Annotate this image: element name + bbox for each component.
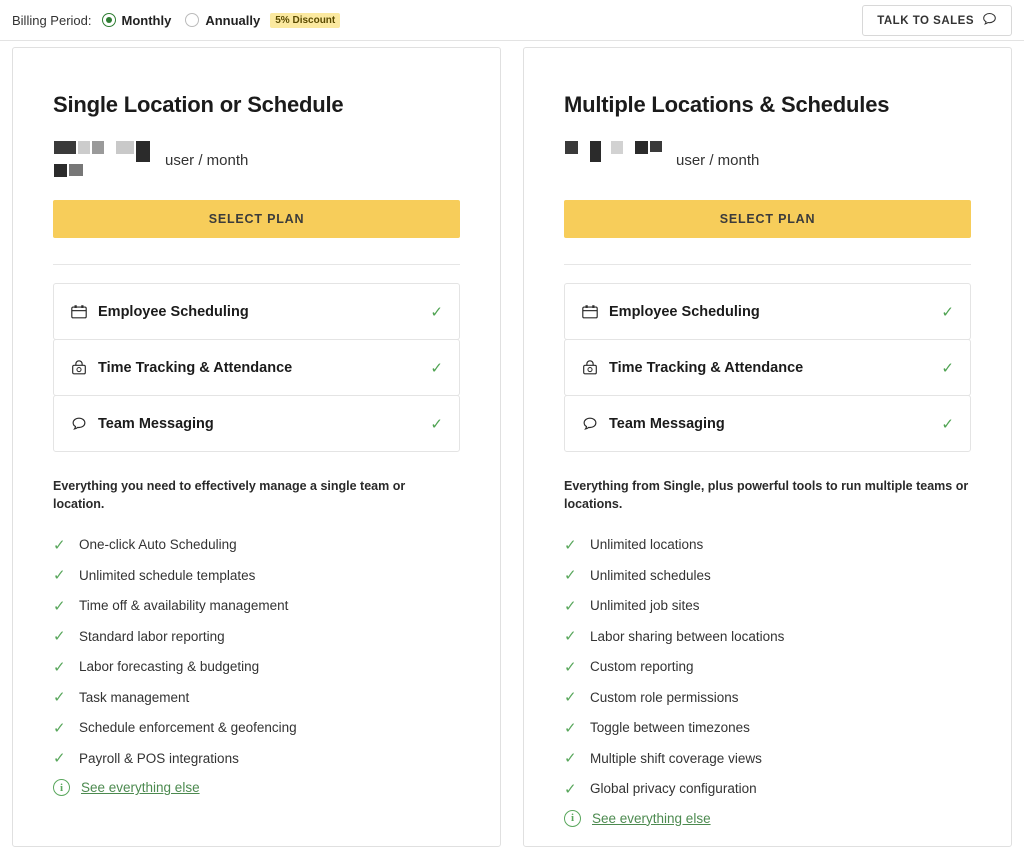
- billing-option-monthly-label: Monthly: [121, 12, 172, 28]
- see-everything-else-single[interactable]: [53, 779, 460, 796]
- check-icon: ✓: [564, 719, 577, 737]
- list-item: [564, 651, 971, 682]
- list-item: [53, 743, 460, 774]
- check-icon: ✓: [430, 415, 443, 433]
- bullet-label: One-click Auto Scheduling: [79, 537, 237, 552]
- discount-badge: 5% Discount: [270, 13, 340, 28]
- billing-option-monthly[interactable]: [102, 13, 172, 28]
- info-icon: i: [53, 779, 70, 796]
- bullet-label: Unlimited schedules: [590, 567, 711, 583]
- list-item: [53, 560, 460, 591]
- check-icon: ✓: [53, 689, 66, 706]
- select-plan-button-single[interactable]: SELECT PLAN: [53, 200, 460, 238]
- check-icon: ✓: [564, 689, 577, 706]
- list-item: [564, 773, 971, 804]
- feature-label: Employee Scheduling: [609, 303, 760, 320]
- list-item: [53, 682, 460, 713]
- bullet-label: Custom reporting: [590, 659, 694, 674]
- time-clock-icon: [581, 359, 609, 377]
- see-everything-else-link[interactable]: See everything else: [81, 780, 200, 796]
- plan-blurb-multiple: Everything from Single, plus powerful tools to run multiple teams or locations.: [564, 479, 969, 512]
- check-icon: ✓: [564, 750, 577, 767]
- feature-label: Time Tracking & Attendance: [609, 359, 804, 376]
- bullet-label: Toggle between timezones: [590, 720, 750, 735]
- select-plan-button-multiple[interactable]: SELECT PLAN: [564, 200, 971, 238]
- bullet-label: Unlimited job sites: [590, 598, 700, 613]
- check-icon: ✓: [941, 303, 954, 321]
- check-icon: ✓: [564, 536, 577, 554]
- bullet-label: Unlimited locations: [590, 537, 704, 552]
- billing-period-label: Billing Period:: [12, 12, 92, 28]
- info-icon: i: [564, 810, 581, 827]
- price-unit-multiple: user / month: [676, 152, 760, 169]
- price-masked-blocks: [564, 140, 676, 163]
- radio-monthly-icon[interactable]: [102, 13, 116, 27]
- check-icon: ✓: [430, 303, 443, 321]
- check-icon: ✓: [53, 567, 66, 584]
- list-item: [564, 712, 971, 743]
- plan-title-single: Single Location or Schedule: [53, 92, 344, 117]
- check-icon: ✓: [564, 658, 577, 676]
- bullet-label: Schedule enforcement & geofencing: [79, 720, 297, 735]
- list-item: [564, 590, 971, 621]
- bullet-label: Custom role permissions: [590, 689, 739, 705]
- check-icon: ✓: [430, 359, 443, 377]
- plan-price-multiple: [564, 140, 971, 186]
- talk-to-sales-button[interactable]: [862, 5, 1012, 36]
- billing-option-annually[interactable]: [185, 13, 340, 28]
- feature-employee-scheduling[interactable]: [53, 283, 460, 340]
- check-icon: ✓: [564, 780, 577, 798]
- bullet-label: Task management: [79, 689, 190, 705]
- plan-bullets-multiple: [564, 529, 971, 804]
- list-item: [53, 529, 460, 560]
- list-item: [564, 621, 971, 652]
- bullet-label: Standard labor reporting: [79, 628, 225, 644]
- plan-title-multiple: Multiple Locations & Schedules: [564, 92, 890, 117]
- plan-blurb-single: Everything you need to effectively manage a single team or location.: [53, 479, 406, 512]
- plan-card-single: [12, 47, 501, 847]
- list-item: [53, 712, 460, 743]
- bullet-label: Labor sharing between locations: [590, 628, 785, 644]
- billing-option-annually-label: Annually: [205, 12, 261, 28]
- feature-time-tracking[interactable]: [53, 339, 460, 396]
- card-divider: [564, 264, 971, 265]
- check-icon: ✓: [53, 536, 66, 554]
- plan-bullets-single: [53, 529, 460, 773]
- check-icon: ✓: [564, 597, 577, 615]
- calendar-icon: [581, 303, 609, 321]
- billing-period-bar: [0, 0, 1024, 41]
- chat-icon: [581, 415, 609, 433]
- bullet-label: Unlimited schedule templates: [79, 567, 256, 583]
- plan-price-single: [53, 140, 460, 186]
- list-item: [564, 743, 971, 774]
- calendar-icon: [70, 303, 98, 321]
- bullet-label: Payroll & POS integrations: [79, 750, 239, 766]
- billing-period-options: [102, 13, 341, 28]
- pricing-cards: [0, 41, 1024, 847]
- feature-team-messaging[interactable]: [564, 395, 971, 452]
- check-icon: ✓: [564, 628, 577, 645]
- plan-card-multiple: [523, 47, 1012, 847]
- check-icon: ✓: [53, 658, 66, 676]
- bullet-label: Labor forecasting & budgeting: [79, 659, 260, 674]
- bullet-label: Time off & availability management: [79, 598, 289, 613]
- see-everything-else-link[interactable]: See everything else: [592, 810, 711, 826]
- feature-team-messaging[interactable]: [53, 395, 460, 452]
- list-item: [53, 651, 460, 682]
- bullet-label: Global privacy configuration: [590, 781, 757, 796]
- check-icon: ✓: [564, 567, 577, 584]
- list-item: [564, 560, 971, 591]
- check-icon: ✓: [53, 750, 66, 767]
- chat-icon: [70, 415, 98, 433]
- chat-bubble-icon: [982, 12, 997, 30]
- list-item: [53, 621, 460, 652]
- time-clock-icon: [70, 359, 98, 377]
- see-everything-else-multiple[interactable]: [564, 810, 971, 827]
- check-icon: ✓: [53, 597, 66, 615]
- card-divider: [53, 264, 460, 265]
- feature-employee-scheduling[interactable]: [564, 283, 971, 340]
- check-icon: ✓: [941, 415, 954, 433]
- check-icon: ✓: [53, 628, 66, 645]
- price-masked-blocks: [53, 140, 165, 178]
- price-unit-single: user / month: [165, 152, 249, 169]
- feature-time-tracking[interactable]: [564, 339, 971, 396]
- list-item: [564, 529, 971, 560]
- feature-label: Team Messaging: [98, 415, 214, 432]
- radio-annually-icon[interactable]: [185, 13, 199, 27]
- list-item: [564, 682, 971, 713]
- feature-label: Time Tracking & Attendance: [98, 359, 293, 376]
- check-icon: ✓: [941, 359, 954, 377]
- list-item: [53, 590, 460, 621]
- talk-to-sales-label: TALK TO SALES: [877, 14, 974, 27]
- check-icon: ✓: [53, 719, 66, 737]
- bullet-label: Multiple shift coverage views: [590, 750, 762, 766]
- feature-label: Employee Scheduling: [98, 303, 249, 320]
- feature-label: Team Messaging: [609, 415, 725, 432]
